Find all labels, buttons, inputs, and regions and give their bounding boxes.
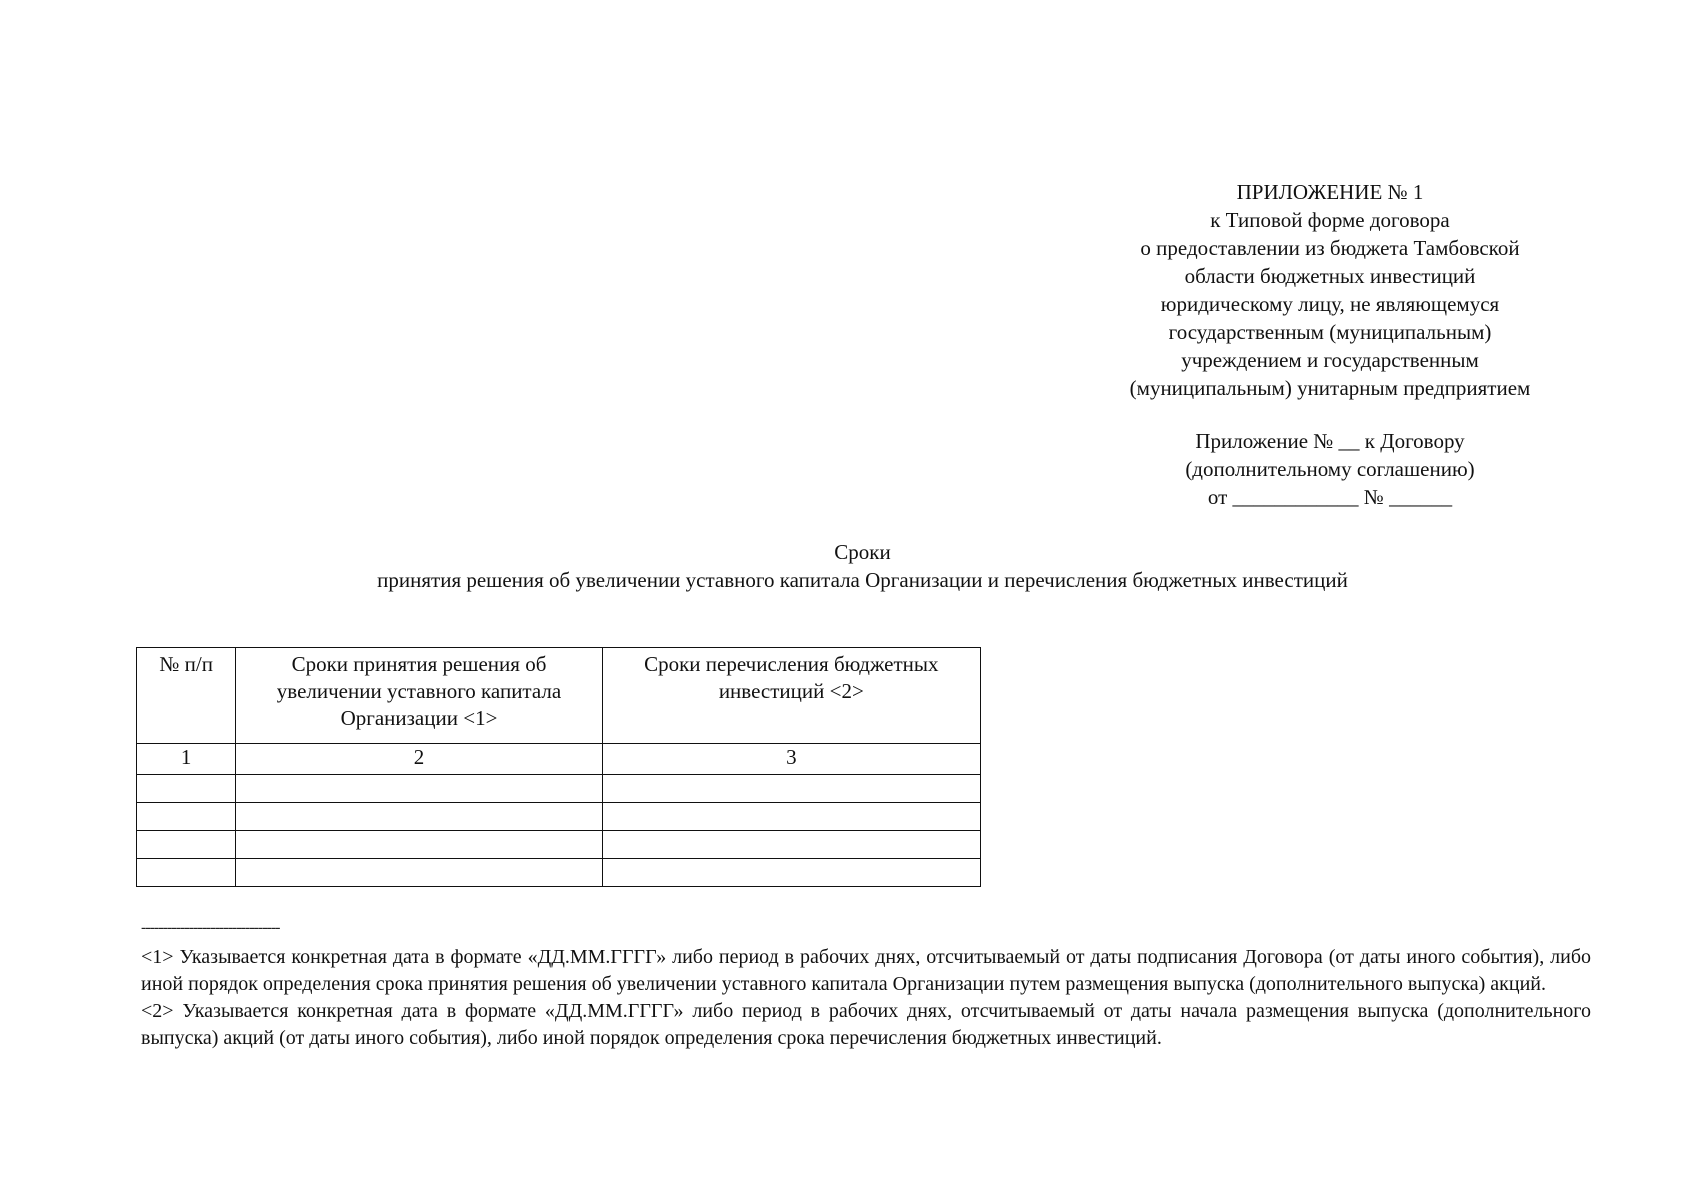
table-row — [137, 831, 981, 859]
header-cell-number: № п/п — [137, 648, 236, 744]
table-cell — [602, 859, 980, 887]
title-line-2: принятия решения об увеличении уставного капитала Организации и перечисления бюджетных инвестиций — [377, 568, 1348, 592]
appendix-line: о предоставлении из бюджета Тамбовской — [1140, 236, 1520, 260]
table-cell — [137, 775, 236, 803]
column-number-cell: 2 — [236, 744, 602, 775]
contract-reference — [1085, 427, 1575, 511]
appendix-line: юридическому лицу, не являющемуся — [1160, 292, 1500, 316]
column-number-cell: 3 — [602, 744, 980, 775]
footnote-separator: -------------------------------- — [141, 919, 280, 936]
appendix-line: государственным (муниципальным) — [1168, 320, 1492, 344]
appendix-line: области бюджетных инвестиций — [1184, 264, 1476, 288]
appendix-line: (муниципальным) унитарным предприятием — [1129, 376, 1531, 400]
table-header-row — [137, 648, 981, 744]
column-number-row — [137, 744, 981, 775]
table-cell — [137, 859, 236, 887]
table-row — [137, 859, 981, 887]
contract-ref-line: Приложение № __ к Договору — [1195, 429, 1465, 453]
table-cell — [602, 803, 980, 831]
header-cell-transfer-terms: Сроки перечисления бюджетных инвестиций <2> — [602, 648, 980, 744]
column-number-cell: 1 — [137, 744, 236, 775]
contract-ref-line: (дополнительному соглашению) — [1185, 457, 1475, 481]
table-cell — [236, 831, 602, 859]
table-cell — [137, 831, 236, 859]
appendix-title: ПРИЛОЖЕНИЕ № 1 — [1236, 180, 1424, 204]
table-cell — [236, 803, 602, 831]
appendix-line: учреждением и государственным — [1181, 348, 1479, 372]
footnotes — [141, 944, 1591, 1052]
appendix-line: к Типовой форме договора — [1210, 208, 1450, 232]
table-cell — [137, 803, 236, 831]
footnote-2: <2> Указывается конкретная дата в формате «ДД.ММ.ГГГГ» либо период в рабочих днях, отсчитываемый от даты начала размещения выпуска (дополнительного выпуска) акций (от даты иного события), либо иной порядок определения срока перечисления бюджетных инвестиций. — [141, 1000, 1591, 1049]
table-cell — [602, 831, 980, 859]
footnote-1: <1> Указывается конкретная дата в формате «ДД.ММ.ГГГГ» либо период в рабочих днях, отсчитываемый от даты подписания Договора (от даты иного события), либо иной порядок определения срока принятия решения об увеличении уставного капитала Организации путем размещения выпуска (дополнительного выпуска) акций. — [141, 946, 1591, 995]
document-title — [0, 538, 1685, 594]
header-cell-decision-terms: Сроки принятия решения об увеличении уставного капитала Организации <1> — [236, 648, 602, 744]
contract-ref-line: от ____________ № ______ — [1207, 485, 1453, 509]
table-cell — [236, 775, 602, 803]
table-cell — [602, 775, 980, 803]
table-row — [137, 775, 981, 803]
terms-table — [136, 647, 981, 887]
title-line-1: Сроки — [834, 540, 891, 564]
table-row — [137, 803, 981, 831]
appendix-header — [1065, 178, 1595, 402]
table-cell — [236, 859, 602, 887]
